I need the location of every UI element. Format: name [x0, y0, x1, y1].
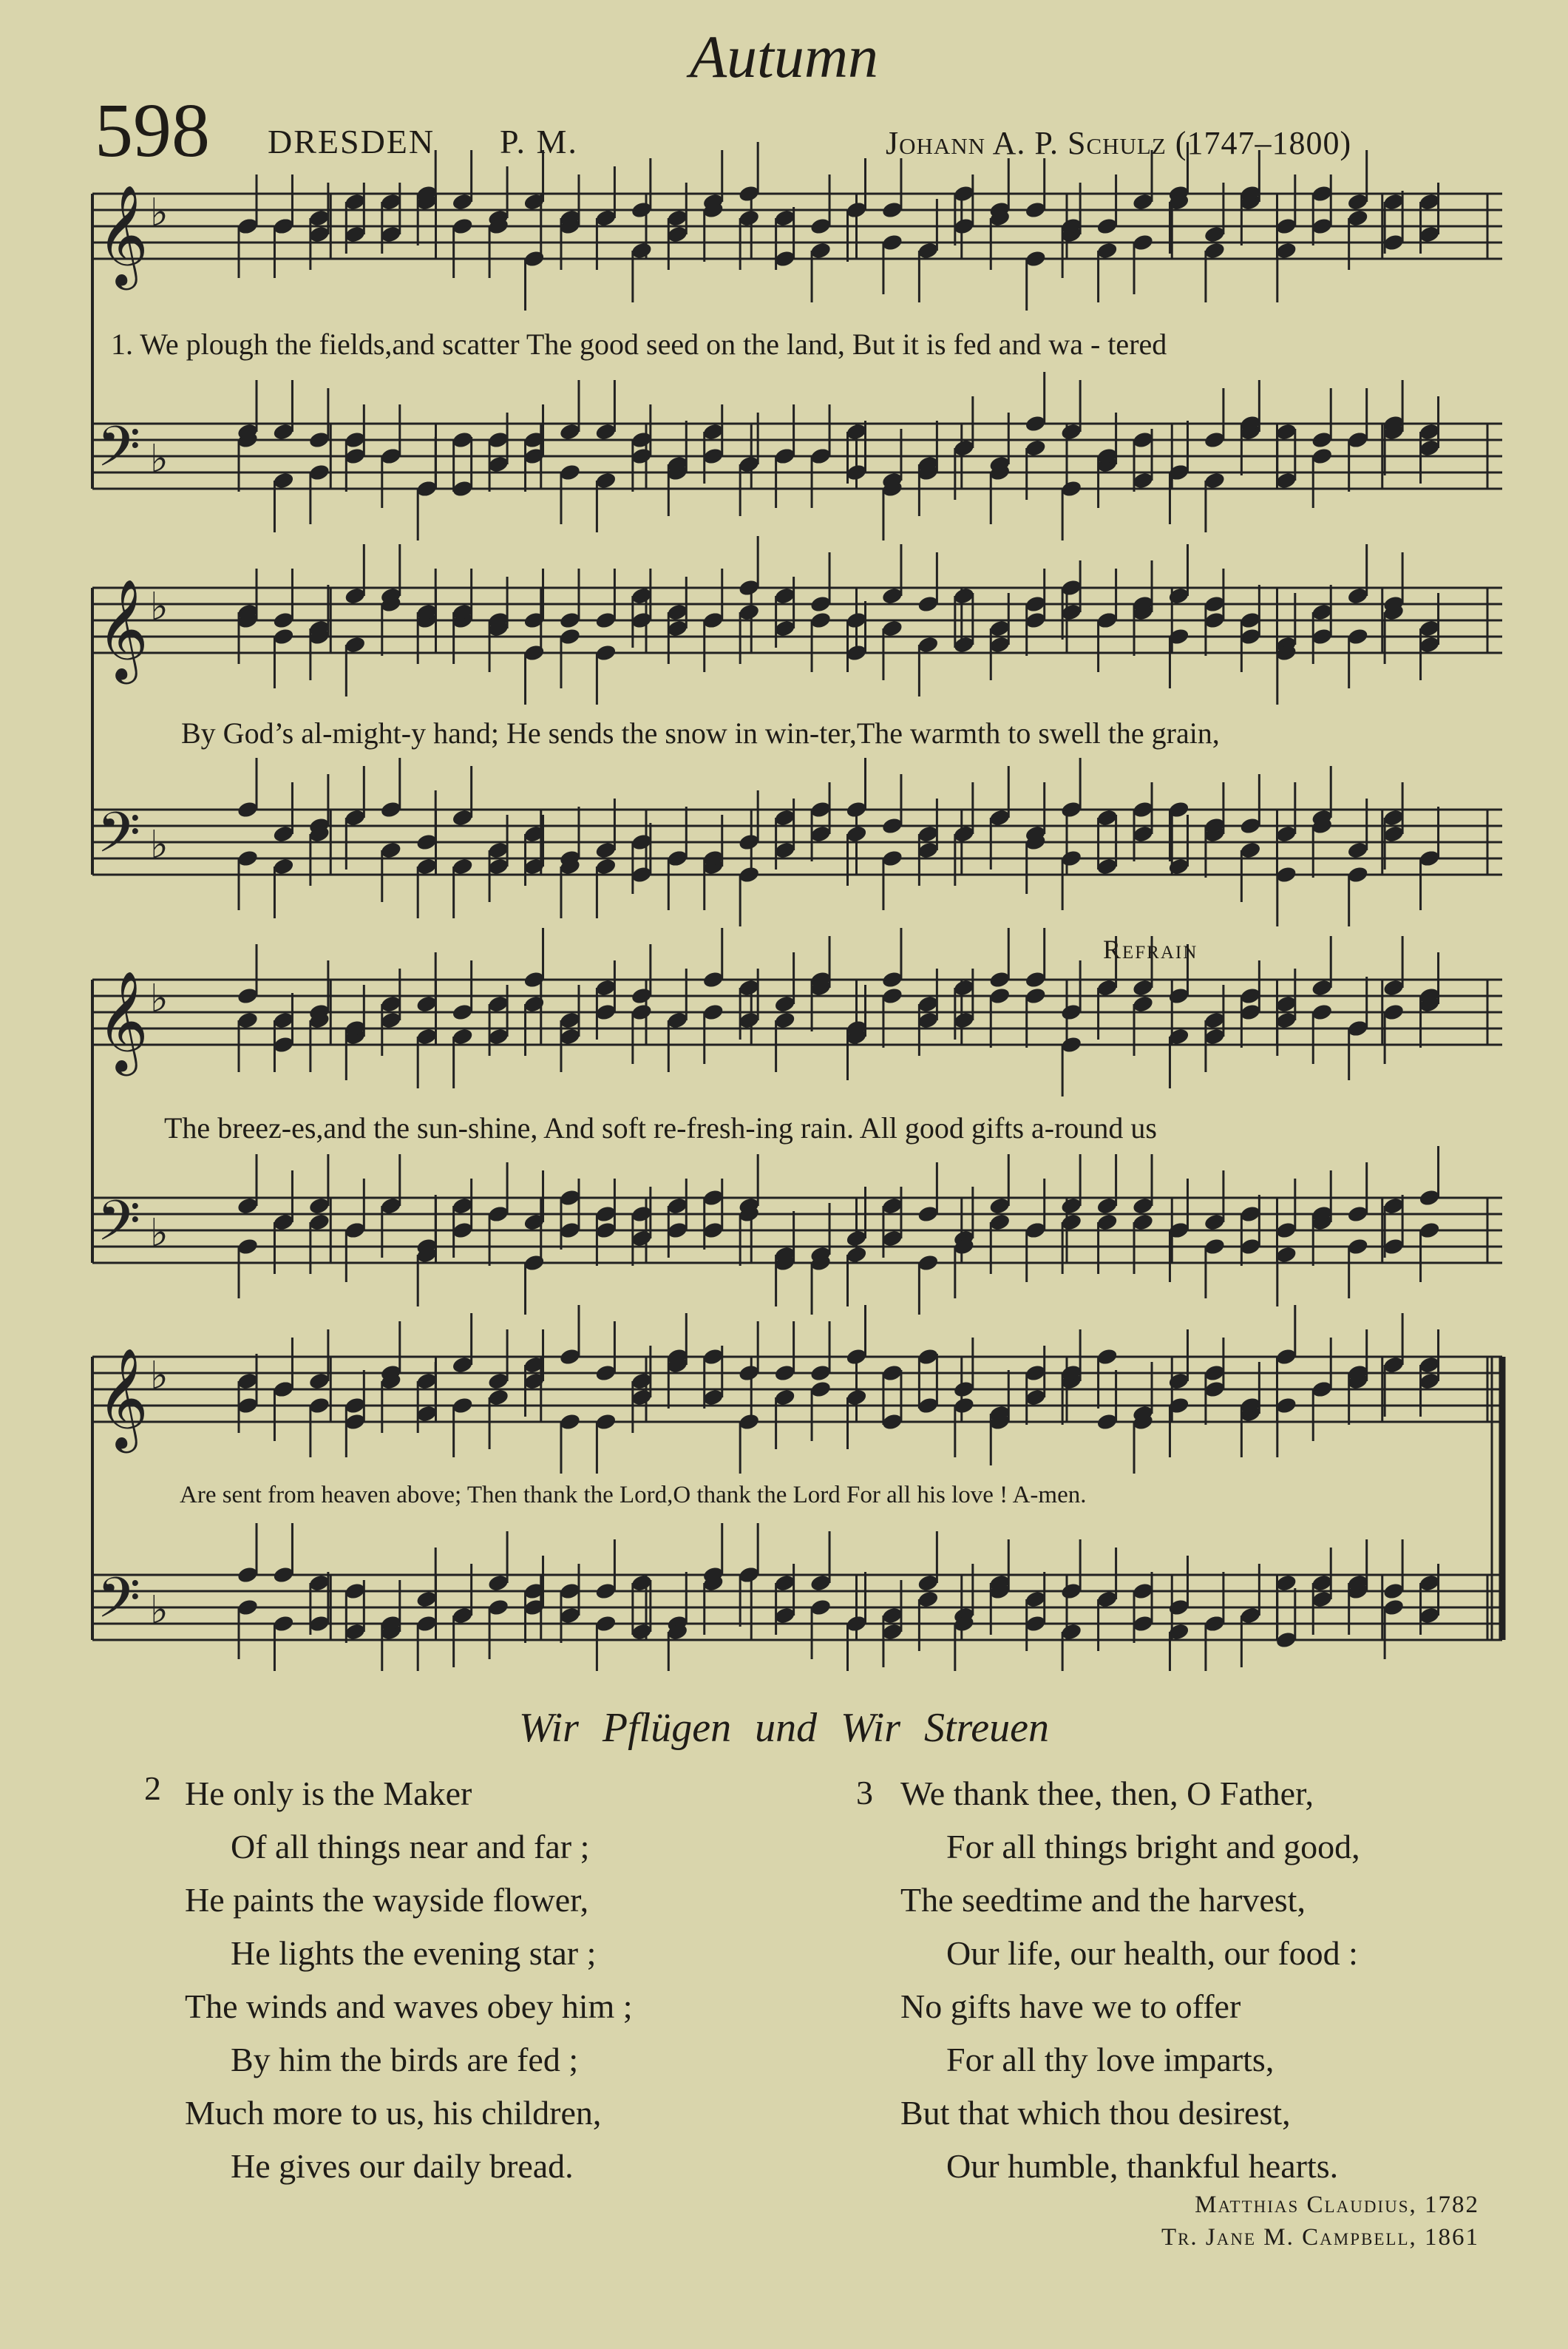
verse-line: By him the birds are fed ; [231, 2041, 579, 2078]
treble-clef-icon: 𝄞 [97, 183, 149, 285]
composer: Johann A. P. Schulz (1747–1800) [886, 125, 1352, 161]
treble-clef-icon: 𝄞 [97, 969, 149, 1071]
verse-lines [900, 1767, 1566, 2193]
verse-line: Our life, our health, our food : [946, 1934, 1358, 1972]
verse-line: But that which thou desirest, [900, 2094, 1291, 2132]
flat-icon: ♭ [150, 437, 169, 481]
bass-clef-icon: 𝄢 [97, 800, 141, 879]
treble-clef-icon: 𝄞 [97, 1346, 149, 1448]
credits [1161, 2189, 1479, 2254]
bass-clef-icon: 𝄢 [97, 1188, 141, 1267]
flat-icon: ♭ [150, 585, 169, 629]
lyrics-system-1: 1. We plough the fields,and scatter The good seed on the land, But it is fed and wa - tered [111, 328, 1167, 361]
tune-name: DRESDEN [268, 123, 435, 160]
verse-number: 3 [856, 1774, 873, 1811]
flat-icon: ♭ [150, 1588, 169, 1633]
treble-clef-icon: 𝄞 [97, 577, 149, 679]
verse-number: 2 [144, 1769, 161, 1807]
hymn-title: Wir Pflügen und Wir Streuen [519, 1705, 1049, 1751]
verse-line: He lights the evening star ; [231, 1934, 597, 1972]
verse-line: Of all things near and far ; [231, 1828, 590, 1865]
lyrics-system-4: Are sent from heaven above; Then thank the Lord,O thank the Lord For all his love ! A-men. [180, 1482, 1087, 1508]
bass-clef-icon: 𝄢 [97, 414, 141, 493]
flat-icon: ♭ [150, 977, 169, 1021]
section-title: Autumn [689, 23, 879, 90]
flat-icon: ♭ [150, 191, 169, 235]
verse-line: The winds and waves obey him ; [185, 1987, 633, 2025]
verse-lines [185, 1767, 850, 2193]
refrain-label: Refrain [1103, 935, 1198, 964]
flat-icon: ♭ [150, 1354, 169, 1398]
bass-clef-icon: 𝄢 [97, 1565, 141, 1644]
meter: P. M. [500, 123, 578, 160]
hymn-number: 598 [95, 88, 210, 173]
author-credit: Matthias Claudius, 1782 [1195, 2192, 1479, 2218]
verse-line: Our humble, thankful hearts. [946, 2147, 1339, 2185]
verse-line: He gives our daily bread. [231, 2147, 574, 2185]
lyrics-system-3: The breez-es,and the sun-shine, And soft re-fresh-ing rain. All good gifts a-round us [164, 1111, 1157, 1145]
verse-line: He only is the Maker [185, 1775, 472, 1812]
lyrics-system-2: By God’s al-might-y hand; He sends the snow in win-ter,The warmth to swell the grain, [181, 716, 1220, 750]
flat-icon: ♭ [150, 823, 169, 867]
verse-line: For all things bright and good, [946, 1828, 1360, 1865]
verse-line: The seedtime and the harvest, [900, 1881, 1306, 1919]
verse-line: He paints the wayside flower, [185, 1881, 589, 1919]
translator-credit: Tr. Jane M. Campbell, 1861 [1161, 2224, 1479, 2251]
verse-line: We thank thee, then, O Father, [900, 1775, 1314, 1812]
verse-line: For all thy love imparts, [946, 2041, 1275, 2078]
verse-line: Much more to us, his children, [185, 2094, 602, 2132]
verse-line: No gifts have we to offer [900, 1987, 1241, 2025]
flat-icon: ♭ [150, 1211, 169, 1255]
